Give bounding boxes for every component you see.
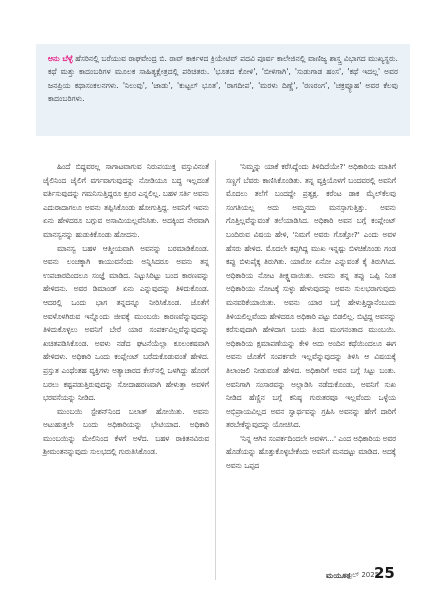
author-bio-text: ಹೆಸರಿನಲ್ಲಿ ಬರೆಯುವ ರಾಘವೇಂದ್ರ ಬಿ. ರಾವ್ ಕಾರ್ಕಳದ ಕ್ರಿಯೇಟಿವ್ ಪದವಿ ಪೂರ್ವ ಕಾಲೇಜಿನಲ್ಲಿ ವಾಣಿಜ್ಯ ಶಾಸ್ತ್ರ ವಿಭಾಗದ ಮುಖ್ಯಸ್ಥರು. ಕಥೆ ಮತ್ತು ಕಾದಂಬರಿಗಳ ಮೂಲಕ ಸಾಹಿತ್ಯಕ್ಷೇತ್ರದಲ್ಲಿ ಪರಿಚಿತರು. <box>48 54 398 77</box>
author-works: 'ಭೂತದ ಕೋಳಿ', 'ಬೀಳಿಗಾಗಿ', 'ಸುಡುಗಾಡ ಹಂಸ', 'ಕಥೆ ಇದಲ್ಲ' ಅವರ ಜನಪ್ರಿಯ ಕಥಾಸಂಕಲನಗಳು. 'ನಿಲುವು', 'ಜಾಡು', 'ಕುಟ್ಟಲ್ ಭೂತ', 'ರಾಗದೀಪ', 'ಮರಳು ದಿಣ್ಣೆ', 'ರಣರಂಗ', 'ಚಕ್ರವ್ಯೂಹ' ಅವರ ಕೆಲವು ಕಾದಂಬರಿಗಳು. <box>48 67 398 104</box>
issue-month: ಏಪ್ರಿಲ್ 2025 <box>343 571 380 579</box>
column-divider <box>215 160 216 580</box>
paragraph: ಮಾನಸ್ವ ಬಹಳ ಆತ್ಮೀಯವಾಗಿ ಅವನನ್ನು ಬರಮಾಡಿಕೊಂಡ. ಅವನು ಲಂಚಕ್ಕಾಗಿ ಕಾಯುವನೆಂದು ಅನ್ನಿಸಿದರೂ ಅವನು ತನ್ನ ಉಪಚಾರದಿಂದಲೂ ಸಂಜ್ಞೆ ಮಾಡಿದ. ನಿಟ್ಟುಸಿರಿಟ್ಟು ಬಂದ ಕಾರಣವನ್ನು ಹೇಳಿದನು. ಅವರ ಡಿಮಾಂಡ್ ಏನು ಎನ್ನುವುದನ್ನು ತಿಳಿದುಕೊಂಡ. ಆದರಲ್ಲಿ ಒಂದು ಭಾಗ ತನ್ನದನ್ನೂ ನೀರಿಸಿಕೊಂಡ. ಜೊತೆಗೆ ಅವಳೊಳಗಿರುವ ಇನ್ನೊಂದು ಜೀವಕ್ಕೆ ಮುಂಬಯಿ ಕಾರಣವೆನ್ನುವುದನ್ನು ತಿಳಿದುಕೊಳ್ಳಲು ಅವನಿಗೆ ಬೇರೆ ಯಾರ ಸಂಪರ್ಕವಿಲ್ಲವೆನ್ನುವುದನ್ನು ಖಚಿತಪಡಿಸಿಕೊಂಡ. ಅವಳು ನಡೆದ ಘಟನೆಯೆಲ್ಲಾ ಕೂಲಂಕಷವಾಗಿ ಹೇಳಿದಳು. ಅಧಿಕಾರಿ ಒಂದು ಕಂಪ್ಲೇಂಟ್ ಬರೆದುಕೊಡುವಂತೆ ಹೇಳಿದ. ಪ್ರಸ್ತುತ ಎಂಥೆಂತಹ ವ್ಯಕ್ತಿಗಳು ಅತ್ಯಾಚಾರದ ಕೇಸ್‌ನಲ್ಲಿ ಒಳಗಿದ್ದು ಹೊರಗೆ ಬರಲು ಕಷ್ಟಪಡುತ್ತಿರುವುದನ್ನು ಸೋದಾಹರಣವಾಗಿ ಹೇಳುತ್ತಾ ಅವಳಿಗೆ ಭರವಸೆಯನ್ನು ನೀಡಿದ. <box>43 243 209 403</box>
author-name: ಆನು ಬೆಳ್ಳೆ <box>48 54 73 63</box>
author-bio-box <box>36 44 410 136</box>
paragraph: ಹಿಂದೆ ಬಿದ್ದವರಲ್ಲ ಸಾಗಾಟವಾಗುವ ನಿರುಪಯುಕ್ತ ವಸ್ತುವಿನಂತೆ ಜೈಲಿನಿಂದ ಜೈಲಿಗೆ ವರ್ಗವಾಗುವುದನ್ನು ನೋಡಿಯೂ ಬದ್ಧ ಇಲ್ಲದಂತೆ ವರ್ತಿಸುವುದನ್ನು ಗಮನಿಸುತ್ತಿದ್ದರೂ ಕ್ರೂರ ಎನ್ನಲಿಲ್ಲ. ಬಹಳ ಸರ್ತಿ ಅವನು ಎದುರಾದಾಗಲೂ ಅವನು ತಪ್ಪಿಸಿಕೊಂಡು ಹೋಗುತ್ತಿದ್ದ. ಅವನಿಗೆ ಇವನು ಏನು ಹೇಳಿದರೂ ಬಗ್ಗುವ ಅಸಾಮಿಯಲ್ಲವೆನಿಸಿತು. ಅದಕ್ಕಿಂದ ನೇರವಾಗಿ ಮಾನಸ್ವನನ್ನು ಹುಡುಕಿಕೊಂಡು ಹೋದನು. <box>43 162 209 239</box>
magazine-brand: ಮಯೂರ <box>326 571 351 580</box>
story-column-right <box>226 160 396 473</box>
paragraph: ಮುಂಬಯಿ ಸ್ಟೇಶನ್‌ನಿಂದ ಬಲಾತ್ ಹೋಯಿತು. ಅವನು ಅಟುಹುತ್ತಲೇ ಬಂದು ಅಧಿಕಾರಿಯನ್ನು ಭೇಟಿಯಾದ. ಅಧಿಕಾರಿ ಮುಂಬಯಿನ್ನು ಮೇಲಿನಿಂದ ಕೆಳಗೆ ಅಳೆದ. ಬಹಳ ರಾಕಿತನವಿರುವ ಶ್ರೀಮಂತನನ್ನುವುದು ಸುಲಭದಲ್ಲಿ ಗುರುತಿಸಿಕೊಂಡ. <box>43 406 209 457</box>
page-footer <box>326 564 400 582</box>
author-bio <box>48 52 398 106</box>
paragraph: 'ನಿನ್ನ ಆಗಿನ ಸಂಪರ್ಕದಿಂದಲೇ ಅವಳಿಗ...' ಎಂದ ಅಧಿಕಾರಿಯ ಅವರ ಹೊಡೆಯನ್ನು ಹೊತ್ತುಕೊಳ್ಳಬೇಕೆಂದು ಅವನಿಗೆ ಮನದಟ್ಟು ಮಾಡಿದ. ಅದಕ್ಕೆ ಅವನು ಒಪ್ಪದ <box>226 433 396 471</box>
paragraph: 'ನಿಮ್ಮನ್ನು ಯಾಕೆ ಕರೆಸಿದ್ದೆಂದು ತಿಳಿದಿದೆಯೇ?' ಅಧಿಕಾರಿಯ ಮಾತಿಗೆ ಸಣ್ಣಗೆ ಬೆವರು ಕಾಣಿಸಿಕೊಂಡಿತು. ತನ್ನ ವ್ಯಕ್ತಿಯೊಳಗೆ ಬಂದವರಲ್ಲಿ ಅವನಿಗೆ ಮೊದಲು ತಲೆಗೆ ಬಂದದ್ದೇ ಪ್ರತ್ಯಕ್ಷ. ಕರೆಂಟ ಡಾಕ ಮೈಲ್‌ಕೆಲವು ಸಂಗತಿಯಲ್ಲ ಅದು ಅಮ್ಮನದು ಮನಸ್ಸಾಗುತ್ತಿತ್ತು. ಅವನು ಗೊತ್ತಿಲ್ಲವೆನ್ನುವಂತೆ ತಲೆಯಾಡಿಸಿದ. ಅಧಿಕಾರಿ ಅವನ ಬಗ್ಗೆ ಕಂಪ್ಲೇಂಟ್ ಬಂದಿರುವ ವಿಷಯ ಹೇಳಿ, 'ನಿಮಗೆ ಅವರು ಗೊತ್ತೋ?' ಎಂದು ಅವಳ ಹೆಸರು ಹೇಳಿದ. ಮೊದಲೇ ಕಪ್ಪಗಿದ್ದ ಮುಖ ಇನ್ನಷ್ಟು ಬಿಳಚಿಕೊಂಡು ಗಂಡ ಕಪ್ಪು ಬಿಳುಪೈಕ್ಕ ತಿರುಗಿತು. ಯಾರೋ ಏನೋ ಎನ್ನುವಂತೆ ಕೈ ತಿರುಗಿಸಿದ. ಅಧಿಕಾರಿಯ ನೋಟ ತೀಕ್ಷ್ಣವಾಯಿತು. ಅವನು ತನ್ನ ತಪ್ಪು ಒಪ್ಪಿ ನಿಂತ ಅಧಿಕಾರಿಯು ನೋಟಕ್ಕೆ ಸುಳ್ಳು ಹೇಳುವುದನ್ನು ಅವನು ಸುಲಭರಾಗುವುದು ಮನವರಿಕೆಯಾಯಿತು. ಅವನು ಯಾರ ಬಗ್ಗೆ ಹೇಳುತ್ತಿದ್ದಾನೆಂಬುದು ತಿಳಿಯಲಿಲ್ಲವೆಂದು ಹೇಳಿದರೂ ಅಧಿಕಾರಿ ಪಟ್ಟು ಬಿಡಲಿಲ್ಲ. ಬಿಟ್ಟಿದ್ದ ಅವನನ್ನು ಕರೆಸುವುದಾಗಿ ಹೇಳಿದಾಗ ಬಂದು ತಿಂದ ಮಂಗನಂತಾದ ಮುಂಬಯಿ. ಅಧಿಕಾರಿಯ ಕ್ಷಮಾಪಣೆಯನ್ನು ಕೇಳಿ ಅದು ಅಂದಿನ ಕಥೆಯಿಂದಲೂ ಈಗ ಅವನು ಜೊತೆಗೆ ಸಂಪರ್ಕವೇ ಇಲ್ಲವೆನ್ನುವುದನ್ನು ತಿಳಿಸಿ ಆ ವಿಷಯಕ್ಕೆ ತಿಲಾಂಜಲಿ ನೀಡುವಂತೆ ಹೇಳಿದ. ಅಧಿಕಾರಿಗೆ ಅವನ ಬಗ್ಗೆ ಸಿಟ್ಟು ಬಂತು. ಅವನಿಗಾಗಿ ಸಂಸಾರವನ್ನು ಅಲ್ಲಾಡಿಸಿ ನಡೆದುಕೊಂಡು, ಅವನಿಗೆ ಸುಖ ನೀಡಿದ ಹೆಣ್ಣಿನ ಬಗ್ಗೆ ಕನಿಷ್ಠ ಗುರುತರವೂ ಇಲ್ಲವೆಂದು ಒಳ್ಳೆಯ ಅಭಿಪ್ರಾಯವಿಲ್ಲದ ಅವನ ಸ್ವಾರ್ಥವನ್ನು ಗ್ರಹಿಸಿ ಅವನನ್ನು ಹೇಗೆ ದಾರಿಗೆ ತರಬೇಕೆನ್ನುವುದನ್ನು ಯೋಚಿಸಿದ. <box>226 162 396 430</box>
page-number: 25 <box>374 564 395 582</box>
story-column-left <box>43 160 209 459</box>
